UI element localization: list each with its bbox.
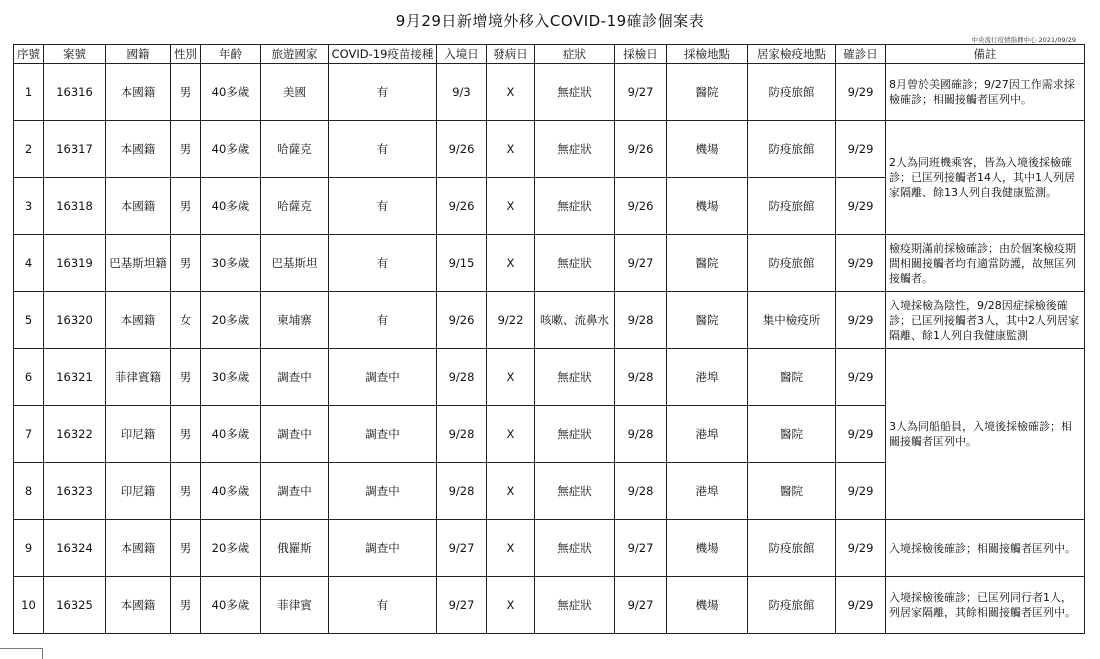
cell-test-date: 9/28 bbox=[615, 349, 667, 406]
cell-test-date: 9/28 bbox=[615, 292, 667, 349]
cell-seq: 7 bbox=[14, 406, 44, 463]
cell-onset: X bbox=[487, 406, 535, 463]
cell-seq: 8 bbox=[14, 463, 44, 520]
col-header-quarantine: 居家檢疫地點 bbox=[748, 45, 836, 64]
cell-age: 40多歲 bbox=[201, 463, 261, 520]
col-header-symptom: 症狀 bbox=[535, 45, 615, 64]
cell-notes: 入境採檢後確診；已匡列同行者1人，列居家隔離，其餘相關接觸者匡列中。 bbox=[886, 577, 1085, 634]
col-header-onset: 發病日 bbox=[487, 45, 535, 64]
table-row bbox=[14, 64, 1085, 121]
cell-confirm: 9/29 bbox=[836, 520, 886, 577]
cell-age: 40多歲 bbox=[201, 577, 261, 634]
source-note: 中央流行疫情指揮中心 2021/09/29 bbox=[971, 36, 1076, 44]
cell-onset: 9/22 bbox=[487, 292, 535, 349]
cell-age: 30多歲 bbox=[201, 349, 261, 406]
col-header-travel: 旅遊國家 bbox=[261, 45, 329, 64]
cell-confirm: 9/29 bbox=[836, 121, 886, 178]
cell-test-date: 9/28 bbox=[615, 463, 667, 520]
cell-onset: X bbox=[487, 577, 535, 634]
cell-nationality: 印尼籍 bbox=[106, 406, 171, 463]
cell-symptom: 無症狀 bbox=[535, 64, 615, 121]
table-row bbox=[14, 292, 1085, 349]
cell-test-site: 醫院 bbox=[667, 64, 748, 121]
cell-confirm: 9/29 bbox=[836, 178, 886, 235]
table-row bbox=[14, 235, 1085, 292]
cell-notes: 入境採檢為陰性，9/28因症採檢後確診；已匡列接觸者3人，其中2人列居家隔離、餘1人列自我健康監測 bbox=[886, 292, 1085, 349]
cell-test-site: 機場 bbox=[667, 520, 748, 577]
cell-sex: 男 bbox=[171, 520, 201, 577]
cell-seq: 6 bbox=[14, 349, 44, 406]
col-header-entry: 入境日 bbox=[437, 45, 487, 64]
cell-travel: 哈薩克 bbox=[261, 121, 329, 178]
col-header-sex: 性別 bbox=[171, 45, 201, 64]
cell-case: 16325 bbox=[44, 577, 106, 634]
cell-notes: 入境採檢後確診；相關接觸者匡列中。 bbox=[886, 520, 1085, 577]
cell-seq: 9 bbox=[14, 520, 44, 577]
cell-notes: 2人為同班機乘客，皆為入境後採檢確診；已匡列接觸者14人，其中1人列居家隔離、餘13人列自我健康監測。 bbox=[886, 121, 1085, 235]
cell-quarantine: 防疫旅館 bbox=[748, 64, 836, 121]
cell-age: 30多歲 bbox=[201, 235, 261, 292]
cell-quarantine: 醫院 bbox=[748, 463, 836, 520]
table-row bbox=[14, 520, 1085, 577]
cell-age: 20多歲 bbox=[201, 520, 261, 577]
cell-symptom: 無症狀 bbox=[535, 235, 615, 292]
cell-nationality: 本國籍 bbox=[106, 520, 171, 577]
cell-notes: 檢疫期滿前採檢確診；由於個案檢疫期間相關接觸者均有適當防護，故無匡列接觸者。 bbox=[886, 235, 1085, 292]
cell-case: 16316 bbox=[44, 64, 106, 121]
cell-test-site: 港埠 bbox=[667, 463, 748, 520]
col-header-case: 案號 bbox=[44, 45, 106, 64]
case-table-body bbox=[14, 64, 1085, 634]
table-row bbox=[14, 349, 1085, 406]
cell-case: 16323 bbox=[44, 463, 106, 520]
cell-quarantine: 集中檢疫所 bbox=[748, 292, 836, 349]
cell-entry: 9/26 bbox=[437, 121, 487, 178]
cell-vaccine: 調查中 bbox=[329, 406, 437, 463]
cell-test-site: 醫院 bbox=[667, 235, 748, 292]
cell-seq: 5 bbox=[14, 292, 44, 349]
cell-test-site: 機場 bbox=[667, 577, 748, 634]
cell-case: 16320 bbox=[44, 292, 106, 349]
cell-seq: 1 bbox=[14, 64, 44, 121]
cell-test-site: 港埠 bbox=[667, 349, 748, 406]
cell-test-date: 9/27 bbox=[615, 64, 667, 121]
cell-nationality: 本國籍 bbox=[106, 178, 171, 235]
cell-confirm: 9/29 bbox=[836, 235, 886, 292]
cell-sex: 男 bbox=[171, 121, 201, 178]
cell-case: 16322 bbox=[44, 406, 106, 463]
cell-nationality: 菲律賓籍 bbox=[106, 349, 171, 406]
cell-vaccine: 調查中 bbox=[329, 463, 437, 520]
header-row bbox=[14, 45, 1085, 64]
cell-entry: 9/26 bbox=[437, 292, 487, 349]
cell-travel: 俄羅斯 bbox=[261, 520, 329, 577]
cell-travel: 哈薩克 bbox=[261, 178, 329, 235]
cell-entry: 9/27 bbox=[437, 577, 487, 634]
table-row bbox=[14, 577, 1085, 634]
table-row bbox=[14, 121, 1085, 178]
cell-seq: 10 bbox=[14, 577, 44, 634]
cell-travel: 調查中 bbox=[261, 349, 329, 406]
cell-case: 16319 bbox=[44, 235, 106, 292]
cell-age: 40多歲 bbox=[201, 406, 261, 463]
cell-symptom: 咳嗽、流鼻水 bbox=[535, 292, 615, 349]
cell-age: 20多歲 bbox=[201, 292, 261, 349]
cell-confirm: 9/29 bbox=[836, 406, 886, 463]
cell-quarantine: 醫院 bbox=[748, 349, 836, 406]
cell-confirm: 9/29 bbox=[836, 577, 886, 634]
cell-travel: 調查中 bbox=[261, 406, 329, 463]
cell-sex: 男 bbox=[171, 235, 201, 292]
cell-onset: X bbox=[487, 235, 535, 292]
cell-onset: X bbox=[487, 463, 535, 520]
cell-vaccine: 有 bbox=[329, 235, 437, 292]
cell-vaccine: 有 bbox=[329, 292, 437, 349]
cell-vaccine: 調查中 bbox=[329, 349, 437, 406]
cell-onset: X bbox=[487, 349, 535, 406]
cell-sex: 男 bbox=[171, 349, 201, 406]
cell-case: 16324 bbox=[44, 520, 106, 577]
cell-quarantine: 防疫旅館 bbox=[748, 121, 836, 178]
cell-nationality: 本國籍 bbox=[106, 577, 171, 634]
cell-sex: 男 bbox=[171, 64, 201, 121]
cell-travel: 巴基斯坦 bbox=[261, 235, 329, 292]
cell-age: 40多歲 bbox=[201, 178, 261, 235]
cell-confirm: 9/29 bbox=[836, 349, 886, 406]
cell-test-date: 9/26 bbox=[615, 178, 667, 235]
cell-test-site: 機場 bbox=[667, 178, 748, 235]
cell-quarantine: 防疫旅館 bbox=[748, 235, 836, 292]
cell-onset: X bbox=[487, 64, 535, 121]
cell-confirm: 9/29 bbox=[836, 64, 886, 121]
case-table bbox=[13, 44, 1085, 634]
cell-nationality: 本國籍 bbox=[106, 292, 171, 349]
cell-case: 16318 bbox=[44, 178, 106, 235]
cell-sex: 男 bbox=[171, 406, 201, 463]
col-header-notes: 備註 bbox=[886, 45, 1085, 64]
cell-entry: 9/26 bbox=[437, 178, 487, 235]
cell-quarantine: 醫院 bbox=[748, 406, 836, 463]
cell-case: 16321 bbox=[44, 349, 106, 406]
cell-quarantine: 防疫旅館 bbox=[748, 577, 836, 634]
cell-sex: 女 bbox=[171, 292, 201, 349]
cell-seq: 3 bbox=[14, 178, 44, 235]
cell-onset: X bbox=[487, 121, 535, 178]
col-header-seq: 序號 bbox=[14, 45, 44, 64]
col-header-vaccine: COVID-19疫苗接種 bbox=[329, 45, 437, 64]
cell-vaccine: 調查中 bbox=[329, 520, 437, 577]
cell-test-date: 9/27 bbox=[615, 520, 667, 577]
cell-notes: 3人為同船船員，入境後採檢確診；相關接觸者匡列中。 bbox=[886, 349, 1085, 520]
cell-symptom: 無症狀 bbox=[535, 520, 615, 577]
cell-nationality: 巴基斯坦籍 bbox=[106, 235, 171, 292]
cell-nationality: 本國籍 bbox=[106, 64, 171, 121]
cell-travel: 調查中 bbox=[261, 463, 329, 520]
cell-entry: 9/27 bbox=[437, 520, 487, 577]
cell-test-site: 醫院 bbox=[667, 292, 748, 349]
cell-quarantine: 防疫旅館 bbox=[748, 178, 836, 235]
page-corner-mark bbox=[0, 648, 43, 659]
cell-test-site: 機場 bbox=[667, 121, 748, 178]
cell-entry: 9/3 bbox=[437, 64, 487, 121]
cell-symptom: 無症狀 bbox=[535, 577, 615, 634]
cell-test-date: 9/26 bbox=[615, 121, 667, 178]
cell-nationality: 本國籍 bbox=[106, 121, 171, 178]
cell-symptom: 無症狀 bbox=[535, 121, 615, 178]
cell-vaccine: 有 bbox=[329, 121, 437, 178]
col-header-age: 年齡 bbox=[201, 45, 261, 64]
cell-confirm: 9/29 bbox=[836, 463, 886, 520]
cell-onset: X bbox=[487, 178, 535, 235]
cell-symptom: 無症狀 bbox=[535, 406, 615, 463]
cell-travel: 柬埔寨 bbox=[261, 292, 329, 349]
cell-sex: 男 bbox=[171, 463, 201, 520]
cell-onset: X bbox=[487, 520, 535, 577]
cell-age: 40多歲 bbox=[201, 121, 261, 178]
cell-age: 40多歲 bbox=[201, 64, 261, 121]
cell-test-date: 9/28 bbox=[615, 406, 667, 463]
cell-case: 16317 bbox=[44, 121, 106, 178]
cell-seq: 4 bbox=[14, 235, 44, 292]
col-header-test-site: 採檢地點 bbox=[667, 45, 748, 64]
col-header-nationality: 國籍 bbox=[106, 45, 171, 64]
cell-travel: 美國 bbox=[261, 64, 329, 121]
cell-test-date: 9/27 bbox=[615, 577, 667, 634]
cell-entry: 9/15 bbox=[437, 235, 487, 292]
cell-quarantine: 防疫旅館 bbox=[748, 520, 836, 577]
cell-entry: 9/28 bbox=[437, 463, 487, 520]
col-header-confirm: 確診日 bbox=[836, 45, 886, 64]
cell-test-date: 9/27 bbox=[615, 235, 667, 292]
cell-notes: 8月曾於美國確診；9/27因工作需求採檢確診；相關接觸者匡列中。 bbox=[886, 64, 1085, 121]
cell-nationality: 印尼籍 bbox=[106, 463, 171, 520]
cell-travel: 菲律賓 bbox=[261, 577, 329, 634]
cell-vaccine: 有 bbox=[329, 577, 437, 634]
cell-seq: 2 bbox=[14, 121, 44, 178]
page-title: 9月29日新增境外移入COVID-19確診個案表 bbox=[395, 12, 705, 30]
cell-confirm: 9/29 bbox=[836, 292, 886, 349]
cell-sex: 男 bbox=[171, 577, 201, 634]
cell-entry: 9/28 bbox=[437, 349, 487, 406]
cell-symptom: 無症狀 bbox=[535, 349, 615, 406]
cell-symptom: 無症狀 bbox=[535, 178, 615, 235]
cell-entry: 9/28 bbox=[437, 406, 487, 463]
cell-test-site: 港埠 bbox=[667, 406, 748, 463]
cell-symptom: 無症狀 bbox=[535, 463, 615, 520]
cell-vaccine: 有 bbox=[329, 178, 437, 235]
cell-vaccine: 有 bbox=[329, 64, 437, 121]
col-header-test-date: 採檢日 bbox=[615, 45, 667, 64]
cell-sex: 男 bbox=[171, 178, 201, 235]
